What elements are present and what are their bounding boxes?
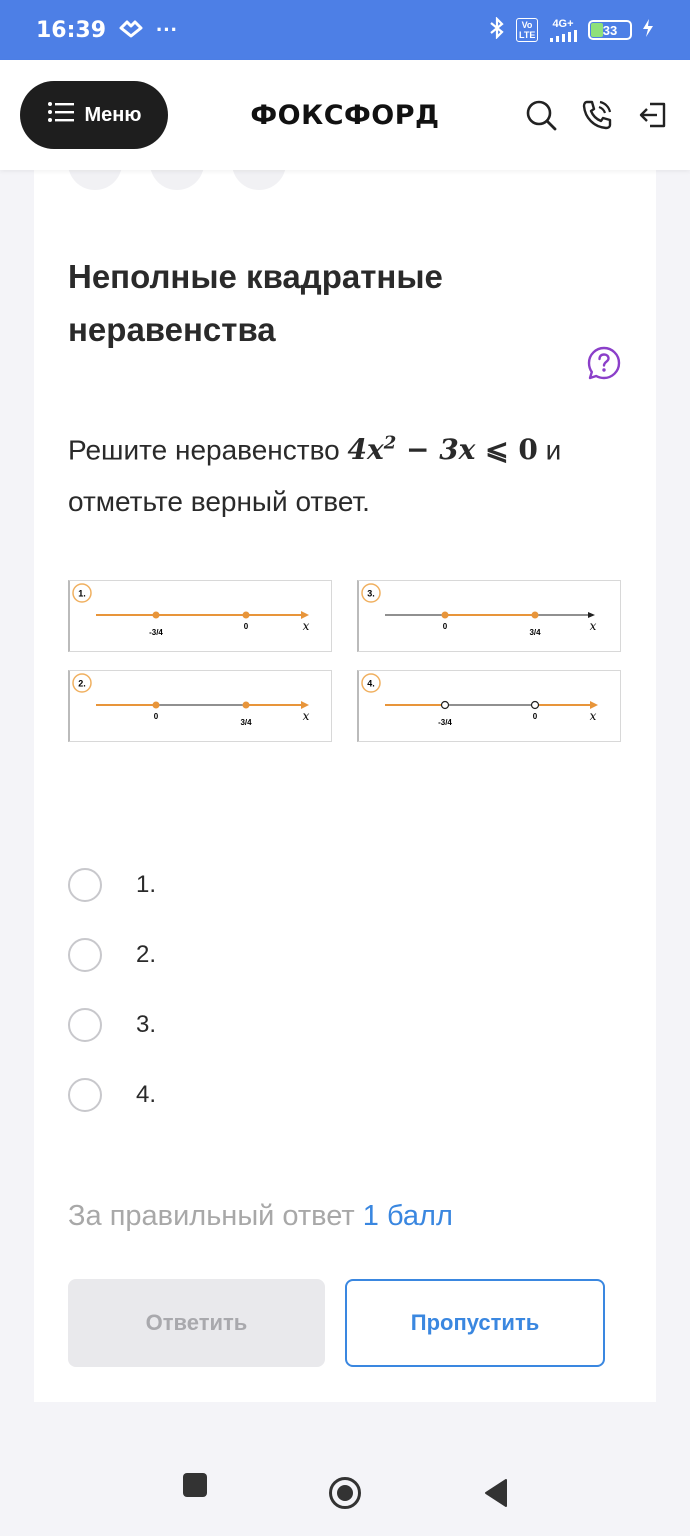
math-var-2: x xyxy=(458,433,476,467)
tick-label-left: -3/4 xyxy=(438,718,452,727)
answer-options xyxy=(68,850,156,1130)
radio-button[interactable] xyxy=(68,868,102,902)
logout-icon[interactable] xyxy=(636,98,670,132)
skip-button[interactable]: Пропустить xyxy=(345,1279,605,1367)
search-icon[interactable] xyxy=(524,98,558,132)
battery-indicator xyxy=(588,20,632,40)
charging-icon xyxy=(642,18,654,43)
inequality-formula xyxy=(348,433,538,466)
app-header xyxy=(0,60,690,170)
answer-option[interactable] xyxy=(68,990,156,1060)
app-notification-icon xyxy=(118,18,144,43)
volte-badge: Vo LTE xyxy=(516,18,538,42)
tick-label-left: 0 xyxy=(442,622,448,631)
points-prefix: За правильный ответ xyxy=(68,1200,355,1232)
back-icon[interactable] xyxy=(484,1478,508,1513)
figure-4 xyxy=(357,670,621,742)
math-coef-a: 4 xyxy=(347,433,367,467)
figure-1 xyxy=(68,580,332,652)
recent-apps-icon[interactable] xyxy=(182,1472,208,1503)
radio-button[interactable] xyxy=(68,938,102,972)
option-label: 1. xyxy=(136,871,157,898)
option-label: 4. xyxy=(136,1081,157,1108)
phone-call-icon[interactable] xyxy=(580,98,614,132)
system-navigation-bar xyxy=(0,1440,690,1536)
status-bar xyxy=(0,0,690,60)
question-text xyxy=(68,418,628,528)
math-var: x xyxy=(366,433,384,467)
figure-number: 1. xyxy=(78,588,86,599)
bluetooth-icon xyxy=(488,17,506,44)
point-left xyxy=(442,612,449,619)
question-prefix: Решите неравенство xyxy=(68,434,340,466)
axis-arrow xyxy=(301,611,309,619)
figure-number: 4. xyxy=(367,678,375,689)
axis-arrow xyxy=(590,701,598,709)
option-label: 3. xyxy=(136,1011,157,1038)
point-left xyxy=(153,612,160,619)
answer-option[interactable] xyxy=(68,1060,156,1130)
answer-option[interactable] xyxy=(68,920,156,990)
tick-label-right: 3/4 xyxy=(240,718,252,727)
math-coef-b: 3 xyxy=(439,433,459,467)
foxford-logo[interactable]: ФОКСФОРД xyxy=(250,99,440,131)
math-minus: − xyxy=(405,433,430,467)
open-point-left xyxy=(442,702,449,709)
home-icon[interactable] xyxy=(328,1476,362,1515)
math-zero: 0 xyxy=(518,433,538,467)
more-notifications-indicator: ··· xyxy=(156,17,179,42)
tick-label-left: -3/4 xyxy=(149,628,163,637)
hamburger-icon xyxy=(47,101,75,129)
axis-label: x xyxy=(589,619,597,633)
point-right xyxy=(243,612,250,619)
task-card xyxy=(34,170,656,1402)
menu-button[interactable] xyxy=(20,81,168,149)
open-point-right xyxy=(532,702,539,709)
tick-label-right: 0 xyxy=(532,712,538,721)
battery-level: 33 xyxy=(602,22,618,38)
menu-label: Меню xyxy=(84,103,142,126)
status-time: 16:39 xyxy=(36,17,107,43)
axis-arrow xyxy=(301,701,309,709)
answer-option[interactable] xyxy=(68,850,156,920)
figure-3 xyxy=(357,580,621,652)
axis-arrow xyxy=(588,612,595,618)
tick-label-right: 3/4 xyxy=(529,628,541,637)
point-left xyxy=(153,702,160,709)
task-title: Неполные квадратные неравенства xyxy=(68,258,443,348)
signal-icon xyxy=(548,19,578,42)
point-right xyxy=(532,612,539,619)
network-type-label: 4G+ xyxy=(552,17,574,30)
figure-2 xyxy=(68,670,332,742)
option-label: 2. xyxy=(136,941,157,968)
axis-label: x xyxy=(302,619,310,633)
figure-number: 3. xyxy=(367,588,375,599)
question-suffix: и отметьте верный ответ. xyxy=(68,434,562,518)
points-value: 1 балл xyxy=(362,1200,453,1232)
figure-number: 2. xyxy=(78,678,86,689)
math-power: 2 xyxy=(383,433,397,454)
answer-button[interactable]: Ответить xyxy=(68,1279,325,1367)
tick-label-right: 0 xyxy=(243,622,249,631)
radio-button[interactable] xyxy=(68,1008,102,1042)
axis-label: x xyxy=(589,709,597,723)
point-right xyxy=(243,702,250,709)
tick-label-left: 0 xyxy=(153,712,159,721)
axis-label: x xyxy=(302,709,310,723)
math-leq: ⩽ xyxy=(485,433,509,467)
points-info xyxy=(68,1200,453,1233)
radio-button[interactable] xyxy=(68,1078,102,1112)
answer-figures xyxy=(68,580,621,744)
help-icon[interactable] xyxy=(587,346,621,380)
